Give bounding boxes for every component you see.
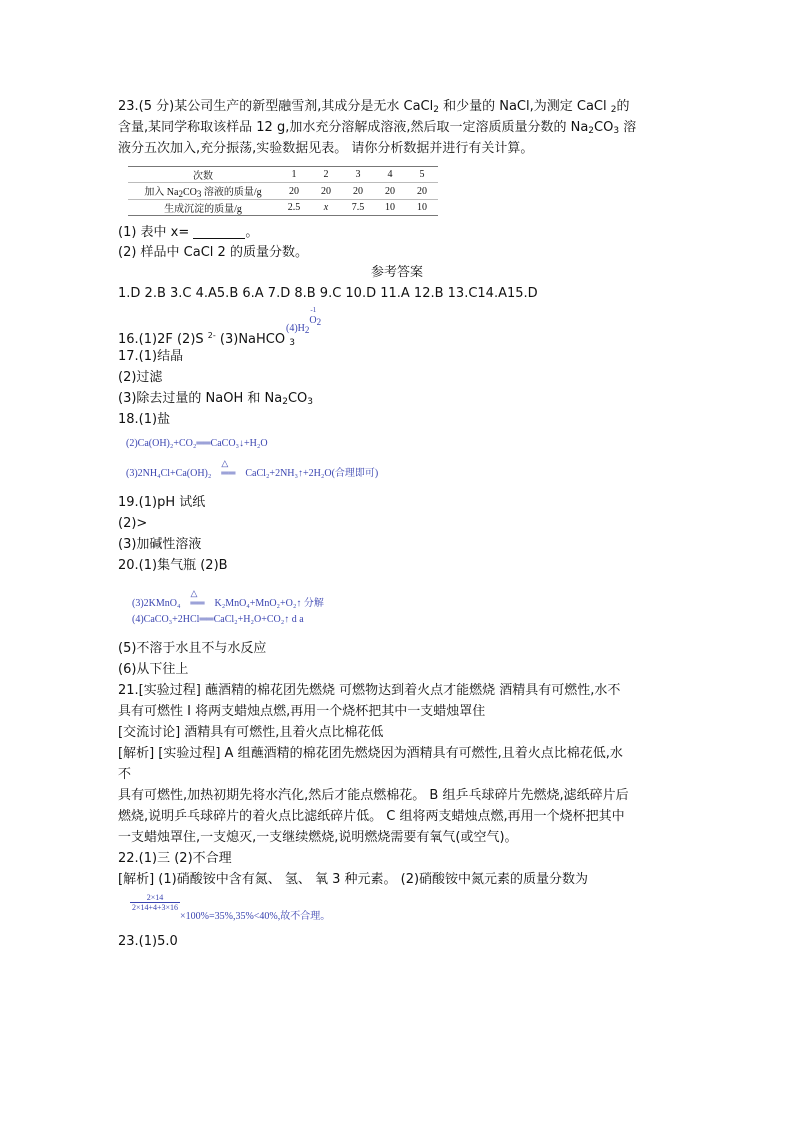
answer-16-formula: $(4)H_2$ -1 $O_2$: [286, 306, 322, 335]
table-row-label: 次数: [128, 167, 278, 183]
table-cell: 10: [406, 200, 438, 216]
answer-20-6: (6)从下往上: [118, 662, 189, 677]
answer-21-line-5: 不: [118, 767, 132, 782]
answer-mc: 1.D 2.B 3.C 4.A5.B 6.A 7.D 8.B 9.C 10.D 11.A 12.B 13.C14.A15.D: [118, 286, 538, 301]
answer-23-1: 23.(1)5.0: [118, 934, 178, 949]
table-cell: 20: [342, 183, 374, 200]
answer-21-line-1: 21.[实验过程] 蘸酒精的棉花团先燃烧 可燃物达到着火点才能燃烧 酒精具有可燃性,水不: [118, 683, 621, 698]
answer-21-line-2: 具有可燃性 I 将两支蜡烛点燃,再用一个烧杯把其中一支蜡烛罩住: [118, 704, 486, 719]
table-cell: 2.5: [278, 200, 310, 216]
table-cell: 20: [310, 183, 342, 200]
table-row: [128, 167, 438, 183]
table-cell: 20: [406, 183, 438, 200]
answer-22-2: [解析] (1)硝酸铵中含有氮、 氢、 氧 3 种元素。 (2)硝酸铵中氮元素的质量分数为: [118, 872, 589, 887]
answer-19-3: (3)加碱性溶液: [118, 537, 202, 552]
answer-17-1: 17.(1)结晶: [118, 349, 184, 364]
table-cell: 5: [406, 167, 438, 183]
fraction-numerator: 2×14: [130, 893, 180, 903]
table-row-label: 加入 $Na_2CO_3$ 溶液的质量/g: [128, 183, 278, 200]
table-row: [128, 200, 438, 216]
table-cell: 20: [374, 183, 406, 200]
q23-sub2: (2) 样品中 CaCl 2 的质量分数。: [118, 245, 308, 260]
table-cell: x: [310, 200, 342, 216]
answer-20-4-equation: (4)CaCO₃+2HCl══CaCl₂+H₂O+CO₂↑ d a: [132, 614, 304, 625]
table-row-label: 生成沉淀的质量/g: [128, 200, 278, 216]
answer-16: 16.(1)2F (2)S $^{2-}$ (3)NaHCO $_3$: [118, 331, 295, 348]
q23-line-2: 含量,某同学称取该样品 12 g,加水充分溶解成溶液,然后取一定溶质质量分数的 $Na_2CO_3$ 溶: [118, 120, 637, 136]
heat-symbol: △: [190, 588, 198, 598]
answer-17-2: (2)过滤: [118, 370, 163, 385]
answer-18-3-equation: (3)2NH₄Cl+Ca(OH)₂ △ ══ CaCl₂+2NH₃↑+2H₂O(合理即可): [126, 458, 379, 479]
fraction-denominator: 2×14+4+3×16: [131, 903, 179, 912]
table-row: [128, 183, 438, 200]
table-cell: 4: [374, 167, 406, 183]
answer-19-1: 19.(1)pH 试纸: [118, 495, 206, 510]
table-cell: 20: [278, 183, 310, 200]
answer-19-2: (2)>: [118, 516, 148, 531]
table-cell: 2: [310, 167, 342, 183]
answer-18-1: 18.(1)盐: [118, 412, 171, 427]
q23-line-1: 23.(5 分)某公司生产的新型融雪剂,其成分是无水 CaCl$_2$ 和少量的 NaCl,为测定 CaCl $_2$的: [118, 99, 630, 115]
answer-21-line-3: [交流讨论] 酒精具有可燃性,且着火点比棉花低: [118, 725, 384, 740]
answer-20-1: 20.(1)集气瓶 (2)B: [118, 558, 228, 573]
answer-20-3-equation: (3)2KMnO₄ △ ══ K₂MnO₄+MnO₂+O₂↑ 分解: [132, 588, 324, 609]
answer-21-line-8: 一支蜡烛罩住,一支熄灭,一支继续燃烧,说明燃烧需要有氧气(或空气)。: [118, 830, 518, 845]
data-table: [128, 166, 438, 216]
answer-21-line-4: [解析] [实验过程] A 组蘸酒精的棉花团先燃烧因为酒精具有可燃性,且着火点比棉花低,水: [118, 746, 623, 761]
answer-blank: [193, 224, 245, 239]
heat-symbol: △: [221, 458, 229, 468]
table-cell: 3: [342, 167, 374, 183]
answer-22-1: 22.(1)三 (2)不合理: [118, 851, 232, 866]
answer-17-3: (3)除去过量的 NaOH 和 $Na_2CO_3$: [118, 391, 313, 407]
q23-line-3: 液分五次加入,充分振荡,实验数据见表。 请你分析数据并进行有关计算。: [118, 141, 534, 156]
answer-18-2-equation: (2)Ca(OH)₂+CO₂══CaCO₃↓+H₂O: [126, 438, 268, 449]
q23-sub1: (1) 表中 x= 。: [118, 225, 259, 240]
answer-22-result: ×100%=35%,35%<40%,故不合理。: [180, 911, 331, 922]
answer-22-fraction: [130, 893, 180, 912]
table-cell: 1: [278, 167, 310, 183]
answer-21-line-7: 燃烧,说明乒乓球碎片的着火点比滤纸碎片低。 C 组将两支蜡烛点燃,再用一个烧杯把其中: [118, 809, 625, 824]
answer-21-line-6: 具有可燃性,加热初期先将水汽化,然后才能点燃棉花。 B 组乒乓球碎片先燃烧,滤纸碎片后: [118, 788, 629, 803]
table-cell: 7.5: [342, 200, 374, 216]
table-cell: 10: [374, 200, 406, 216]
answers-title: 参考答案: [370, 265, 423, 280]
answer-20-5: (5)不溶于水且不与水反应: [118, 641, 267, 656]
